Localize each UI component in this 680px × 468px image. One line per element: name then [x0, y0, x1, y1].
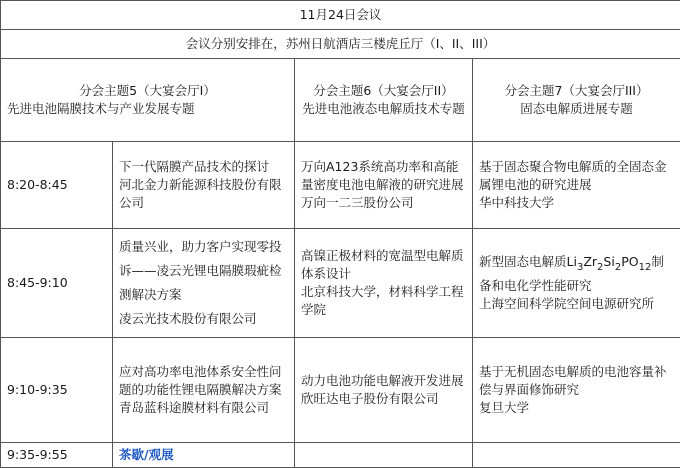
topic-7-name: 固态电解质进展专题 [520, 101, 633, 116]
talk-title: 基于无机固态电解质的电池容量补偿与界面修饰研究 [479, 364, 667, 397]
topic-7-cell [473, 59, 680, 142]
talk-org: 复旦大学 [479, 400, 530, 415]
talk-title: 质量兴业，助力客户实现零投诉——凌云光锂电隔膜瑕疵检测解决方案 [119, 239, 282, 302]
break-label: 茶歇/观展 [119, 447, 174, 462]
topic-6-name: 先进电池液态电解质技术专题 [302, 101, 465, 116]
talk-org: 华中科技大学 [479, 195, 555, 210]
talk-org: 北京科技大学，材料科学工程学院 [301, 284, 464, 317]
slot-row [1, 229, 680, 338]
talk-org: 欣旺达电子股份有限公司 [301, 391, 439, 406]
formula-subscript: 2 [597, 262, 604, 273]
venue-cell: 会议分别安排在，苏州日航酒店三楼虎丘厅（I、II、III） [1, 30, 680, 59]
break-empty-cell [295, 443, 473, 468]
formula-part: 制备和电化学性能研究 [479, 254, 664, 293]
session-5-talk [113, 338, 295, 443]
topic-6-number: 分会主题6（大宴会厅II） [313, 83, 454, 98]
talk-org: 万向一二三股份公司 [301, 195, 414, 210]
date-row [1, 1, 680, 30]
session-7-talk [473, 338, 680, 443]
break-empty-cell [473, 443, 680, 468]
formula-part: Zr [583, 254, 598, 269]
topic-row [1, 59, 680, 142]
topic-5-number: 分会主题5（大宴会厅I） [79, 83, 216, 98]
talk-org: 凌云光技术股份有限公司 [119, 311, 257, 326]
session-7-talk [473, 142, 680, 229]
session-6-talk [295, 142, 473, 229]
slot-time: 8:20-8:45 [1, 142, 113, 229]
talk-title [479, 253, 674, 295]
break-time: 9:35-9:55 [1, 443, 113, 468]
session-7-talk [473, 229, 680, 338]
formula-subscript: 12 [638, 262, 652, 273]
date-cell: 11月24日会议 [1, 1, 680, 30]
formula-subscript: 2 [614, 262, 622, 273]
talk-title: 万向A123系统高功率和高能量密度电池电解液的研究进展 [301, 159, 464, 192]
talk-title: 高镍正极材料的宽温型电解质体系设计 [301, 248, 464, 281]
topic-6-cell [295, 59, 473, 142]
formula-subscript: 3 [576, 262, 584, 273]
slot-time: 9:10-9:35 [1, 338, 113, 443]
slot-row [1, 142, 680, 229]
break-row [1, 443, 680, 468]
venue-row [1, 30, 680, 59]
talk-title: 应对高功率电池体系安全性问题的功能性锂电隔膜解决方案 [119, 364, 282, 397]
formula-part: 新型固态电解质Li [479, 254, 577, 269]
slot-time: 8:45-9:10 [1, 229, 113, 338]
talk-title: 动力电池功能电解液开发进展 [301, 373, 464, 388]
session-6-talk [295, 338, 473, 443]
session-5-talk [113, 142, 295, 229]
talk-org: 青岛蓝科途膜材料有限公司 [119, 400, 270, 415]
talk-title: 基于固态聚合物电解质的全固态金属锂电池的研究进展 [479, 159, 667, 192]
talk-title: 下一代隔膜产品技术的探讨 [119, 159, 270, 174]
formula-part: Si [603, 254, 615, 269]
topic-7-number: 分会主题7（大宴会厅III） [504, 83, 649, 98]
topic-5-name: 先进电池隔膜技术与产业发展专题 [7, 101, 195, 116]
formula-part: PO [621, 254, 639, 269]
session-5-talk [113, 229, 295, 338]
session-6-talk [295, 229, 473, 338]
talk-org: 上海空间科学院空间电源研究所 [479, 296, 655, 311]
slot-row [1, 338, 680, 443]
talk-org: 河北金力新能源科技股份有限公司 [119, 177, 282, 210]
break-cell [113, 443, 295, 468]
topic-5-cell [1, 59, 295, 142]
